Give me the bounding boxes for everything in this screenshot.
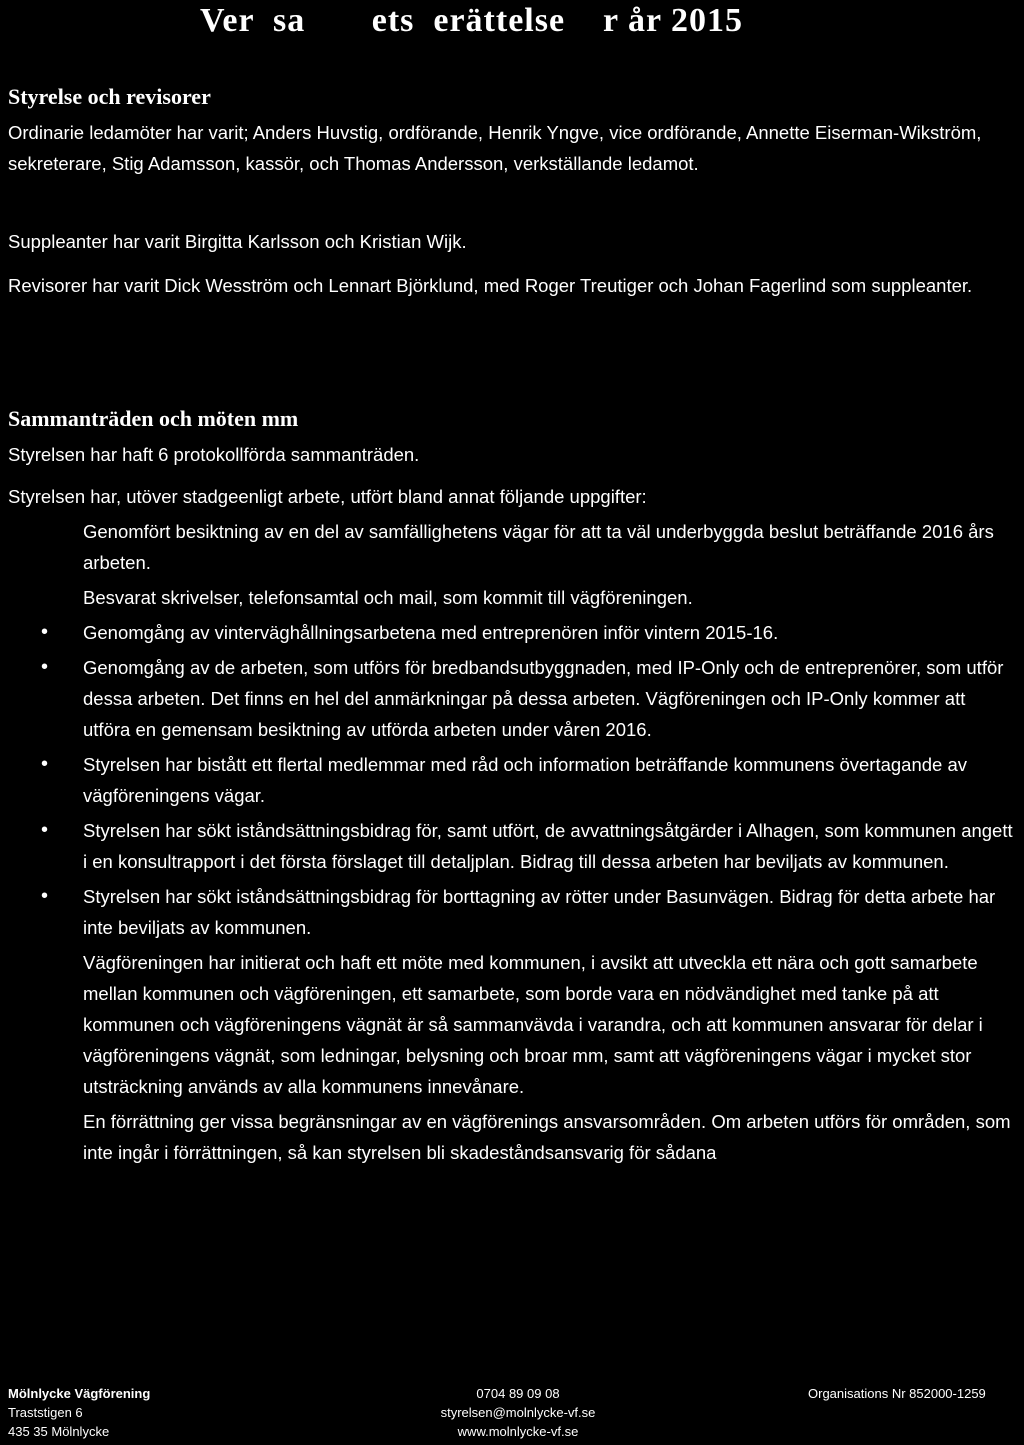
deputies-paragraph: Suppleanter har varit Birgitta Karlsson och Kristian Wijk. xyxy=(8,231,467,252)
board-members-paragraph: Ordinarie ledamöter har varit; Anders Huvstig, ordförande, Henrik Yngve, vice ordförande, Annette Eiserman-Wikström, sekreterare, Stig Adamsson, kassör, och Thomas Andersson, verkställande ledamot. xyxy=(8,122,982,174)
list-item: • Genomgång av de arbeten, som utförs för bredbandsutbyggnaden, med IP-Only och de entreprenörer, som utför dessa arbeten. Det finns en hel del anmärkningar på dessa arbeten. Vägföreningen och IP-Only kommer att utföra en gemensam besiktning av utförda arbeten under våren 2016. xyxy=(0,652,1013,745)
footer-address xyxy=(8,1384,150,1441)
list-item: • Styrelsen har bistått ett flertal medlemmar med råd och information beträffande kommunens övertagande av vägföreningens vägar. xyxy=(0,749,1013,811)
section-heading-meetings: Sammanträden och möten mm xyxy=(8,406,299,431)
footer-postal: 435 35 Mölnlycke xyxy=(8,1424,110,1439)
list-item: En förrättning ger vissa begränsningar av en vägförenings ansvarsområden. Om arbeten utförs för områden, som inte ingår i förrättningen, så kan styrelsen bli skadeståndsansvarig för sådana xyxy=(83,1111,1011,1163)
footer-phone: 0704 89 09 08 xyxy=(476,1386,560,1401)
list-item: • Styrelsen har sökt iståndsättningsbidrag för, samt utfört, de avvattningsåtgärder i Alhagen, som kommunen angett i en konsultrapport i det första förslaget till detaljplan. Bidrag till dessa arbeten har beviljats av kommunen. xyxy=(0,815,1013,877)
footer-org-number-text: Organisations Nr 852000-1259 xyxy=(808,1386,986,1401)
list-item: Vägföreningen har initierat och haft ett möte med kommunen, i avsikt att utveckla ett nära och gott samarbete mellan kommunen och vägföreningen, ett samarbete, som borde vara en nödvändighet med tanke på att kommunen och vägföreningens vägnät är så sammanvävda i varandra, och att kommunen ansvarar för delar i vägföreningens vägnät, som ledningar, belysning och broar mm, samt att vägföreningens vägar i mycket stor utsträckning används av alla kommunens innevånare. xyxy=(83,952,983,1097)
tasks-intro-paragraph: Styrelsen har, utöver stadgeenligt arbete, utfört bland annat följande uppgifter: xyxy=(8,486,647,507)
footer-org-number xyxy=(808,1384,986,1403)
footer-org-name: Mölnlycke Vägförening xyxy=(8,1386,151,1401)
footer-street: Traststigen 6 xyxy=(8,1405,83,1420)
meetings-count-paragraph: Styrelsen har haft 6 protokollförda sammanträden. xyxy=(8,444,420,465)
document-title: Ver sa ets erättelse r år 2015 xyxy=(200,2,744,39)
list-item: • Genomgång av vinterväghållningsarbetena med entreprenören inför vintern 2015-16. xyxy=(0,617,1013,648)
list-item: • Styrelsen har sökt iståndsättningsbidrag för borttagning av rötter under Basunvägen. Bidrag för detta arbete har inte beviljats av kommunen. xyxy=(0,881,1013,943)
footer-email: styrelsen@molnlycke-vf.se xyxy=(440,1405,596,1420)
footer-contact xyxy=(418,1384,618,1441)
section-heading-board: Styrelse och revisorer xyxy=(8,84,211,109)
list-item: Besvarat skrivelser, telefonsamtal och mail, som kommit till vägföreningen. xyxy=(83,587,693,608)
tasks-list xyxy=(0,516,1024,1172)
footer-web: www.molnlycke-vf.se xyxy=(457,1424,579,1439)
list-item: Genomfört besiktning av en del av samfällighetens vägar för att ta väl underbyggda beslut beträffande 2016 års arbeten. xyxy=(83,521,994,573)
auditors-paragraph: Revisorer har varit Dick Wesström och Lennart Björklund, med Roger Treutiger och Johan Fagerlind som suppleanter. xyxy=(8,275,973,296)
